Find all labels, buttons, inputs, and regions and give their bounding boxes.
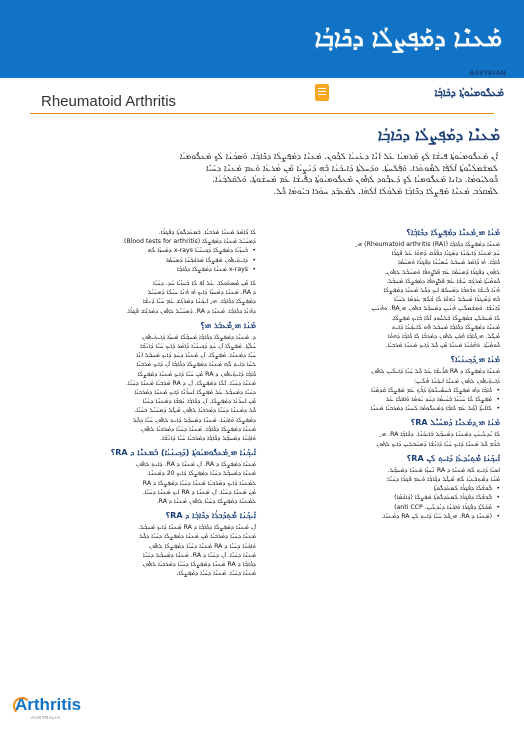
body-line: ܕ. ܡܰܥܢܶܐ ܕܡܰܦ݂ܨܠܳܐ ܕܟܺܐܒ݂ܳܐ ܡܰܚܒ݂ܳܠܳܐ ܡܰܚܙܶܐ ܕܰܐܝܬ݂ܰܝܗܽܘܢ: [141, 333, 256, 341]
body-line: ܐܰܣܝܳܐ ܕܰܐܝܬ݂ ܠܶܗ ܡܰܥܢܶܐ ܕ RA ܢܶܚܙܶܐ ܡܰܥܢܶܐ ܕܡܰܚܒ݂ܳܠ.: [387, 466, 500, 474]
body-line: ܠܡܰܥܢܶܐ ܕܰܐܝܟ ܕܡܰܪܒܝܳܐ ܡܰܥܢܶܐ ܕܚܰܝܶܐ ܕܡܰܦ݂ܨܠܳܐ ܕ RA: [142, 479, 256, 487]
body-line: ܡܰܥܢܶܐ ܕܡܰܦ݂ܨܠܳܐ ܕܟܺܐܒ݂ܳܐ. ܡܰܥܢܶܐ ܕܚܰܝܶܐ ܕܡܰܪܒܝܳܐ ܠܗܽܘܢ: [140, 425, 256, 433]
body-line: ܕܰܐܝܬ݂ܰܝܗܽܘܢ ܠܗܶܘܢ ܡܰܥܢܶܐ ܐܰܝܟ݂ܰܢܳܐ ܗܳܠܶܝܢ:: [414, 377, 500, 385]
section-heading: ܡܰܢܳܐ ܗ̱ܝ ܕܰܟ݂ܝܢܳܝܳܐ؟: [450, 355, 500, 365]
logo-swoosh-icon: [13, 697, 31, 715]
body-line: ܡܰܥܢܶܐ ܕܡܰܦ݂ܨܠܳܐ ܕ RA. ܐܶܢ ܡܰܥܢܶܐ ܕ RA. ܕܰܐܝܬ݂ ܠܗܽܘܢ: [135, 461, 256, 469]
body-line: ܘܰܐܟ݂ܰܢܳܐ ܕܡܰܚܒ݂ܳܠ ܕܟܺܐܒ݂ܳܐ ܕܡܰܪܒܝܳܐ ܚܰܝܶܐ ܕܰܐܢܳܫܳܐ.: [160, 435, 256, 443]
body-line: ܠܡܰܥܢܶܐ ܕܡܰܦ݂ܨܠܳܐ ܕܚܰܝܶܐ ܠܗܽܘܢ ܡܰܥܢܶܐ ܕ RA.: [156, 498, 256, 506]
body-line: ܚܰܝܶܐ ܕܡܰܥܢܶܐ. ܡܰܦ݂ܨܠܶܐ. ܐܶܢ ܡܰܥܢܶܐ ܕܚܰܕ ܕܰܐܝܟ ܡܰܚܒܰܠ ܐܰܢܳܐ: [136, 352, 256, 360]
body-line: ܗܳܢܳܐ ܒܺܝܫܳܐ ܘܪܰܘܒܳܐ ܕܡܰܚܠܰܦ ܐܰܝܟ ܕܟܽܠ ܡܰܥܢܶܐ ܕܡܰܦ݂ܨܠܳܐ: [383, 287, 500, 295]
intro-line: ܠܡܶܩܪܰܒ ܡܰܥܢܶܐ ܡܰܦ݂ܨܠܳܐ ܕܟܺܐܒ݂ܳܐ ܡܰܠܘܳܠܳܐ ܐܰܠܳܗܳܐ. ܠܡܶܥܒ݂ܰܕ ܚܘܳܪܳܐ ܒܝܰܘܡܳܐ ܟܽܠ.: [273, 186, 498, 197]
body-line: ܕܚܰܝܶܐ ܕܡܰܚܒ݂ܳܠ ܥܰܠ ܡܰܦ݂ܨܠܶܐ ܐܰܚܪܳܢܶܐ ܕܰܐܝܟ ܡܰܥܢܶܐ ܕܡܰܪܒܝܳܐ: [134, 389, 256, 397]
body-line: ܕܟܺܐܒ݂ܳܐ ܕ RA ܡܰܥܢܶܐ ܕܡܰܦ݂ܨܠܳܐ ܕܚܰܝܶܐ ܕܡܰܪܒܝܳܐ ܠܗܽܘܢ: [142, 561, 256, 569]
bullet-item: • ܒܰܚܙܳܝܳܐ ܕܡܰܦ݂ܨܠܳܐ ܕܰܟ݂ܝܢܳܝܳܐ x-rays ܕܡܰܚܙܶܐ ܠܳܗ: [40, 246, 256, 255]
section: [40, 321, 256, 443]
divider: [30, 113, 494, 114]
section: [272, 454, 500, 521]
body-line: ܚܰܕ ܡܰܥܢܶܐ ܕܰܐܝܟ݂ܰܢܳܐ ܕܣܰܓ݂ܝܳܐ ܕܦܳܪܶܩ ܕܰܗܘܳܐ ܥܰܠ ܦܰܓ݂ܪܳܐ: [391, 250, 500, 258]
bullet-item: • ܡܰܦ݂ܨܠܶܐ ܠܳܐ ܚܰܝܳܢܳܐ ܒܰܚܰܝܡܳܐ ܕܚܰܕ ܝܰܘܡܳܐ ܘܰܐܦܠܳܐ ܥܰܠ: [272, 395, 500, 404]
arthritis-logo: [15, 695, 81, 720]
body-line: ܕܶܐܢܳܫܳܐ. ܘܰܡܫܰܡܠܶܝܢ ܗܳܢܰܝܢ ܕܡܰܚܒ݂ܳܠ ܒܗܽܘܢ ܗ̱ܝ RA. ܘܗܳܢܰܝܢ: [371, 305, 500, 313]
intro-line: ܠܰܡܫܰܡܠܳܝܽܘܬ݂ܳܐ ܐܶܠܳܦ݂ܳܐ ܠܡܽܘܬ݂ܳܪܳܐ. ܘܰܦ݂ܰܠܰܚܬܳܐ. ܘܕܰܚܠܬܳܐ ܕܰܐܝܟܰܢܳܐ ܒܶܗ ܕܰܢܰܨܝܳܐ ܡܶܢ ܡܳܪܥܳܐ ܘܰܥܡ ܡܰܥܢܶܐ ܕܚܰܝܶܐ: [205, 163, 498, 174]
section-heading: ܡܰܢܳܐ ܗ̱ܝ ܕܡܰܥܢܶܐ ܕܰܡܚܰܝܶܠ RA؟: [410, 418, 500, 428]
body-line: ܡܰܥܢܶܐ ܕܚܰܝܶܐ. ܡܰܥܢܶܐ ܕܚܰܝܶܐ ܕܡܰܦ݂ܨܠܳܐ.: [176, 570, 256, 578]
body-line: ܕܡܰܦ݂ܨܠܳܐ ܘܰܐܟ݂ܰܢܳܐ. ܡܰܥܢܶܐ ܕܡܰܚܒ݂ܳܠ ܕܰܐܝܬ݂ ܠܗܽܘܢ ܚܰܝܶܐ ܕܟܽܠ: [132, 416, 256, 424]
body-line: ܡܰܥܢܶܐ ܕܚܰܝܶܐ. ܐܶܠܳܐ ܕܡܰܦ݂ܨܠܳܐ. ܐܶܢ ܕ RA ܡܰܪܒܝܳܐ ܡܰܥܢܶܐ ܕܚܰܝܶܐ.: [125, 379, 256, 387]
body-line: ܡܰܥܢܶܐ ܕܡܰܚܒ݂ܳܠ ܕܚܰܝܶܐ ܕܡܰܦ݂ܨܠܳܐ ܕܰܐܝܟ 20 ܕܡܰܥܢܶܐ.: [146, 470, 256, 478]
header-banner: [0, 0, 524, 78]
body-line: ܡܶܢ ܡܰܥܢܶܐ ܕܚܰܝܶܐ. ܐܶܢ ܡܰܥܢܶܐ ܕ RA ܐܰܝܟ ܡܰܥܢܶܐ ܕܚܰܝܶܐ.: [142, 488, 256, 496]
banner-title: ܡܰܥܢܶܐ ܕܡܰܦ݂ܨܠܳܐ ܕܟܺܐܒ݂ܳܐ: [314, 26, 502, 52]
section-heading: ܐܰܝܟ݂ܰܢܳܐ ܡܶܬ݂ܝܰܕܥܳܐ ܕܰܐܝܬ݂ ܠܰܢ RA؟: [406, 453, 500, 463]
body-line: ܡܰܢܳܐ ܕܡܶܬ݂ܒܰܥܝܳܐ ܠܶܗ ܡܶܛܽܠ ܕܟ݂ܺܐܒ݂ܳܐ ܘܰܥܡ ܦܰܓ݂ܪܳܐ ܕܚܰܝܶܐ:: [385, 476, 500, 484]
section-heading: ܐܰܝܟ݂ܰܢܳܐ ܡܶܬ݂ܕܰܒܪܳܐ ܕܟܺܐܒ݂ܳܐ ܕ RA؟: [165, 511, 256, 521]
bullet-item: • ܕܰܐܝܬ݂ܰܝܗܽܘܢ ܡܰܦ݂ܨܠܶܐ ܡܰܪܟܰܒ݂ܳܢܳܐ ܕܰܡܚܰܡܶܐ: [40, 256, 256, 265]
body-line: ܡܶܛܽܠ. ܗ̱ܝ ܟܺܐܒ݂ܳܐ ܗܳܟ݂ܰܢ ܠܗܽܘܢ ܕܡܰܪܒܶܐ ܠܳܐ ܟܺܐܒ݂ܳܐ ܕܰܗܘܳܐ: [387, 333, 500, 341]
body-line: ܟܽܠ ܕܡܰܥܢܶܐ ܕܚܰܝܶܐ ܕܡܰܪܒܝܳܐ ܠܗܽܘܢ ܡܶܛܽܠ ܕܰܡܚܰܝܶܠ ܒܚܰܝܶܐ.: [134, 407, 256, 415]
right-column: [272, 228, 500, 526]
intro-line: ܐܶܢ ܡܰܥܠܽܘܡܝܳܘܬ݂ܳܐ ܦܝܫܳܐ ܠܳܟ݂ ܡܰܪܡܝܳܐ ܥܰܠ ܐܰܢܶܐ ܕܥܰܢܝܳܐ ܠܰܟ݂ܽܘܢ. ܡܰܥܢܶܐ ܕܡܰܦ݂ܨܠܳܐ ܕܟܺܐܒ݂ܳܐ. ܘܰܣܟ݂ܳܢܳܐ ܠܳܟ݂ ܡܰܥܠܽܘܡܝܳܐ: [179, 152, 498, 162]
body-line: ܠܚܳܐ ܕܰܐܝܬ݂ ܠܶܗ ܡܰܥܢܶܐ ܕܡܰܦ݂ܨܠܳܐ ܕܟܺܐܒ݂ܳܐ ܐܶܢ ܕܰܐܝܟ ܡܰܪܒܝܳܐ: [136, 361, 256, 369]
section: [272, 418, 500, 448]
section: [40, 511, 256, 578]
body-line: ܟܽܘܡܳܝܰܬ݂ܳܐ. ܘܰܗܳܟ݂ܰܢܳܐ ܡܰܥܢܶܐ ܡܶܢ ܟܽܠ ܕܰܐܝܟ ܡܰܥܢܶܐ ܡܰܪܒܝܳܐ.: [385, 342, 500, 350]
body-line: ܠܳܐ ܡܰܚܒܰܠܰܢ ܒܡܰܦ݂ܨܠܶܐ ܒܰܠܚܽܘܕ ܐܶܠܳܐ ܒܰܐܝܟ ܡܰܦ݂ܨܠܶܐ.: [391, 314, 500, 322]
section-heading: ܐܰܝܟ݂ܰܢܳܐ ܗ̱ܝ ܡܰܥܠܽܘܡܝܳܘܬ݂ܳܐ (ܕܰܟ݂ܝܢܳܝܳܐ) ܒܰܡܥܢܶܐ ܕ RA؟: [110, 448, 256, 458]
body-line: ܠܗܶܘܢ ܕܦܰܓ݂ܪܳܐ ܕܰܡܚܰܡܶܐ ܥܰܡ ܦܰܪܨܽܘܦܳܐ ܘܰܡܚܰܒܶܠ ܠܗܽܘܢ.: [384, 268, 500, 276]
bullet-item: • (ܡܰܥܢܶܐ ܕ RA. ܗ̱ܝ ܟܽܠ ܚܰܝܶܐ ܕܰܐܝܬ݂ ܠܰܢ RA ܕܡܰܥܢܶܐ.: [272, 512, 500, 521]
body-line: ܕ RA. ܡܰܥܢܶܐ ܕܡܰܚܙܶܐ ܕܰܐܝܟ ܗܳܝ ܗܳܢܳܐ ܚܝܳܠܳܐ ܕܰܡܚܰܝܶܠ: [147, 289, 256, 297]
body-line: ܒܶܗ ܕܰܣܶܛܪܳܐ ܡܰܚܒܰܠ ܢܶܗܘܶܐ ܠܳܐ ܫܳܠܳܡ ܥܰܕܡܳܐ ܠܚܰܝܶܐ: [393, 296, 500, 304]
body-line: ܘܰܐܟ݂ܰܢܳܐ ܕܚܰܝܶܐ ܕ RA ܡܰܥܢܶܐ ܕܚܰܝܶܐ ܕܡܰܦ݂ܨܠܳܐ ܠܗܽܘܢ: [148, 542, 256, 550]
section: [40, 279, 256, 316]
body-line: ܒܰܪܶܡ ܟܽܠ ܡܰܥܢܶܐ ܕܰܐܝܟ ܚܰܝܶܐ ܕܰܐܢܳܫܳܐ ܕܰܡܚܰܒܠܝܢ ܕܰܐܝܟ ܠܗܶܘܢ: [376, 440, 500, 448]
subheader: ܡܰܥܠܽܘܡܝܳܘܬ݂ܳܐ ܕܟܺܐܒ݂ܳܐ: [434, 88, 504, 99]
body-line: ܟܽܘܡܳܝܰܬ݂ܳܐ ܡܰܪܓܶܫ ܚܰܫܳܐ ܥܰܡ ܦܰܪܨܽܘܦܳܐ ܕܡܰܦ݂ܨܠܳܐ ܡܰܚܒ݂ܳܠ.: [386, 277, 500, 285]
section-heading: ܡܰܢܳܐ ܗ̱ܝ ܡܰܥܢܶܐ ܕܡܰܦ݂ܨܠܳܐ ܕܟܺܐܒ݂ܳܐ؟: [406, 228, 500, 237]
body-line: ܡܶܢ ܐܰܚܪܳܢܳܐ ܕܡܰܦ݂ܨܠܳܐ. ܐܶܢ ܕܟܺܐܒ݂ܳܐ ܢܰܦ݂ܫܳܐ ܕܡܰܥܢܶܐ ܕܚܰܝܶܐ: [142, 398, 256, 406]
section: [272, 228, 500, 350]
english-title: Rheumatoid Arthritis: [41, 93, 177, 110]
body-line: ܡܰܥܢܶܐ ܕܚܰܝܶܐ. ܐܶܢ ܕܚܰܝܶܐ ܕ RA. ܡܰܥܢܶܐ ܕܡܰܚܒ݂ܳܠ ܕܚܰܝܶܐ: [142, 551, 256, 559]
bullet-item: • ܟܺܐܒ݂ܳܐ ܕܗܳܝ ܡܰܦ݂ܨܠܶܐ ܒܰܚܣܺܝܢܽܘܬ݂ܳܐ ܕܰܪܶܟ ܥܰܡ ܡܰܦ݂ܨܠܶܐ ܩܰܕܡܳܝܳܐ: [272, 386, 500, 395]
body-line: ܟܺܐܒ݂ܳܐ ܕܰܐܝܬ݂ܰܝܗܽܘܢ ܕ RA ܡܶܢ ܚܰܝܶܐ ܕܰܐܝܟ ܡܰܥܢܶܐ ܕܡܰܦ݂ܨܠܳܐ: [137, 370, 256, 378]
body-line: ܡܰܥܢܶܐ ܕܚܰܝܶܐ ܕܡܰܪܒܝܳܐ ܡܶܢ ܡܰܥܢܶܐ ܕܡܰܦ݂ܨܠܳܐ ܕܚܰܝܶܐ ܕܟܽܠ: [139, 533, 256, 541]
bullet-item: • ܡܶܟܰܠܳܬ݂ܳܐ ܕܦܰܓ݂ܪܳܐ ܘܰܐܟ݂ܰܢܳܐ ܕܝܳܕܥܺܝܢ. anti CCP): [272, 503, 500, 512]
bullet-item: • ܠܰܐܐܰܝܬ݂ܳܐ (ܟ݂ܶܠ ܥܰܡ ܟܺܐܒ݂ܳܐ ܕܡܰܥܠܽܘܡܳܐ ܠܰܚܢܳܐ ܕܡܰܪܒܝܳܐ ܡܰܥܢܶܐ: [272, 404, 500, 413]
bullet-item: • ܒܽܘܫܳܠܳܐ ܕܦܰܓ݂ܪܳܐ ܠܰܡܥܰܕܠܽܘܬ݂ܳܐ: [272, 484, 500, 493]
logo-subtext: AUSTRALIA: [31, 715, 61, 720]
main-heading: ܡܰܥܢܶܐ ܕܡܰܦ݂ܨܠܳܐ ܕܟܺܐܒ݂ܳܐ: [377, 126, 500, 144]
intro-paragraph: [44, 152, 498, 198]
language-label: ASSYRIAN: [469, 70, 506, 77]
body-line: ܕܡܰܦ݂ܨܠܳܐ ܕܟܺܐܒ݂ܳܐ. ܗ̱ܝ. ܐܰܝܟ݂ܰܢܳܐ ܕܡܰܪܓܶܫ ܥܰܡ ܚܰܝܶܐ ܕܰܢܫܶܐ: [142, 298, 256, 306]
left-column: [40, 228, 256, 584]
bullet-item: • ܒܽܘܫܳܠܳܐ ܕܦܰܓ݂ܪܳܐ ܠܰܡܥܰܕܠܽܘܬ݂ܳܐ ܡܰܦ݂ܨܠܳܐ (ܕܰܐܟܳܡܳܐ): [272, 493, 500, 502]
section-heading: ܡܰܢܳܐ ܗ̱ܝ ܡܶܥܒܳܪ ܗ̱ܝ؟: [200, 320, 256, 330]
body-line: ܠܳܐ ܕܶܐܡܰܪ ܡܰܥܢܶܐ ܡܰܪܒܝܳܐ. ܒܰܡܥܰܕܠܽܘܬ݂ܳܐ ܕܦܰܓ݂ܪܳܐ.: [158, 229, 256, 236]
body-line: ܡܰܥܢܶܐ ܕܡܰܦ݂ܨܠܳܐ ܕ RA ܦܪܺܝܫܳܐ ܥܰܠ ܟܽܠ ܚܰܝܶܐ ܕܰܐܝܠܶܝܢ ܠܗܽܘܢ: [370, 368, 500, 376]
body-line: ܠܳܐ ܝܳܕܥܺܝܢܰܢ ܕܡܰܥܢܶܐ ܕܡܰܚܒ݂ܳܠ ܒܰܐܝܟ݂ܰܢܳܐ. ܕܟܺܐܒ݂ܳܐ RA. ܗ̱ܝ: [381, 431, 500, 439]
intro-line: ܟܽܘܠܝܰܘܡܳܐ. ܕܐܢܐ ܡܰܥܠܽܘܡܝܳܐ ܠܳܟ݂ ܕܰܥܒ݂ܽܘܕ ܠܳܗܽܘܢ ܡܰܥܠܽܘܡܝܳܘܬ݂ܳܐ ܕܦܺܝܫܳܐ ܥܰܡ ܡܰܚܫܳܘܬ݂ܳܐ. ܘܰܠܩܰܠܒ݂ܳܢܳܐ.: [212, 175, 498, 185]
body-line: ܡܰܥܢܶܐ ܕܡܰܦ݂ܨܠܳܐ ܕܟܺܐܒ݂ܳܐ ܡܰܚܒܰܠ ܗܽܘ ܠܰܐܝܟ݂ܰܢܳܐ ܕܰܐܝܬ݂: [392, 323, 500, 331]
body-line: ܐܶܢ ܡܰܥܢܶܐ ܕܡܰܦ݂ܨܠܳܐ ܕܟܺܐܒ݂ܳܐ ܕ RA ܡܰܥܢܶܐ ܕܰܐܝܟ ܡܰܚܒ݂ܳܠ.: [138, 524, 256, 532]
section: [272, 355, 500, 413]
logo-text: Arthritis: [15, 695, 82, 714]
document-icon: [315, 84, 329, 101]
body-line: ܕܗܳܢܳܐ ܕܟܺܐܒ݂ܳܐ. ܡܰܥܢܶܐ ܕ RA. ܕܰܡܚܰܝܶܠ ܠܗܽܘܢ ܕܡܰܪܓܶܫ ܦܰܓ݂ܪܳܐ.: [126, 307, 256, 315]
body-line: ܚܳܠܳܬ݂ܳܐ. ܡܰܦ݂ܨܠܶܐ ܐܶܢ ܚܰܕ ܕܰܟ݂ܝܢܳܝܳܐ ܕܶܐܡܰܪ ܕܰܐܝܟ ܚܰܝܶܐ ܕܰܐܢܳܫܳܐ: [140, 343, 256, 351]
body-line: ܠܳܐ ܡܶܢ ܡܶܣܬܰܟ݂ܠܳܐ. ܥܰܠ ܐܳܦ ܠܳܐ ܒܰܚܙܳܝܳܐ ܚܰܕ. ܕܚܰܝܳܐ: [153, 280, 256, 288]
section: [40, 228, 256, 274]
bullet-item: • x-rays ܡܰܥܢܶܐ ܕܡܰܦ݂ܨܠܳܐ ܕܟܺܐܒ݂ܳܐ: [40, 265, 256, 274]
body-line: ܟܺܐܒ݂ܳܐ. ܗܳܝ ܕܶܐܡܰܪ ܡܰܚܒܰܠ ܚܶܣܝܳܢܳܐ ܕܦܰܓ݂ܪܳܐ ܘܰܡܚܰܡܶܐ: [397, 259, 500, 267]
body-line: ܡܰܥܢܶܐ ܕܡܰܦ݂ܨܠܳܐ ܕܟܺܐܒ݂ܳܐ (Rheumatoid arthritis (RA)) ܗ̱ܝ: [357, 241, 500, 248]
section: [40, 448, 256, 506]
body-line: ܕܰܡܚܰܝܶܠ ܡܰܥܢܶܐ ܕܡܰܦ݂ܨܠܳܐ (Blood tests for arthritis).: [122, 238, 256, 246]
